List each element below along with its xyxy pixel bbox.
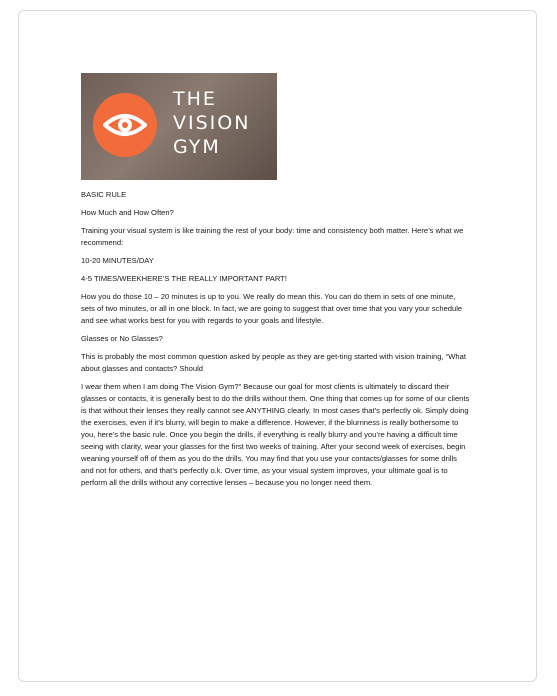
logo-wordmark <box>173 87 250 159</box>
paragraph-question: This is probably the most common question asked by people as they are get-ting started with vision training, “What about glasses and contacts? Should <box>81 352 466 373</box>
recommendation-frequency: 4-5 TIMES/WEEKHERE’S THE REALLY IMPORTANT PART! <box>81 274 287 283</box>
subheading-how-much: How Much and How Often? <box>81 208 174 217</box>
logo-line-2: VISION <box>173 112 251 134</box>
eye-icon <box>103 109 147 141</box>
heading-basic-rule: BASIC RULE <box>81 190 127 199</box>
logo-line-3: GYM <box>173 136 221 158</box>
document-body <box>81 189 471 495</box>
paragraph-intro: Training your visual system is like training the rest of your body: time and consistency both matter. Here’s what we recommend: <box>81 226 464 247</box>
vision-gym-logo <box>81 73 277 180</box>
document-page <box>18 10 537 682</box>
logo-circle <box>93 93 157 157</box>
subheading-glasses: Glasses or No Glasses? <box>81 334 163 343</box>
recommendation-duration: 10-20 MINUTES/DAY <box>81 256 154 265</box>
paragraph-answer: I wear them when I am doing The Vision Gym?” Because our goal for most clients is ultimately to discard their glasses or contacts, it is generally best to do the drills without them. One thing that comes up for some of our clients is that without their lenses they really cannot see ANYTHING clearly. In most cases that’s perfectly ok. Simply doing the exercises, even if it’s blurry, will begin to make a difference. However, if the blurriness is really bothersome to you, here’s the basic rule. Once you begin the drills, if everything is really blurry and you’re having a difficult time seeing with clarity, wear your glasses for the first two weeks of training. After your second week of exercises, begin weaning yourself off of them as you do the drills. You may find that you use your contacts/glasses for some drills and not for others, and that’s perfectly o.k. Over time, as your visual system improves, your ultimate goal is to perform all the drills without any corrective lenses – because you no longer need them. <box>81 382 470 487</box>
paragraph-schedule: How you do those 10 – 20 minutes is up to you. We really do mean this. You can do them in sets of one minute, sets of two minutes, or all in one block. In fact, we are going to suggest that over time that you vary your schedule and see what works best for you with regards to your goals and lifestyle. <box>81 292 463 325</box>
logo-line-1: THE <box>173 88 217 110</box>
